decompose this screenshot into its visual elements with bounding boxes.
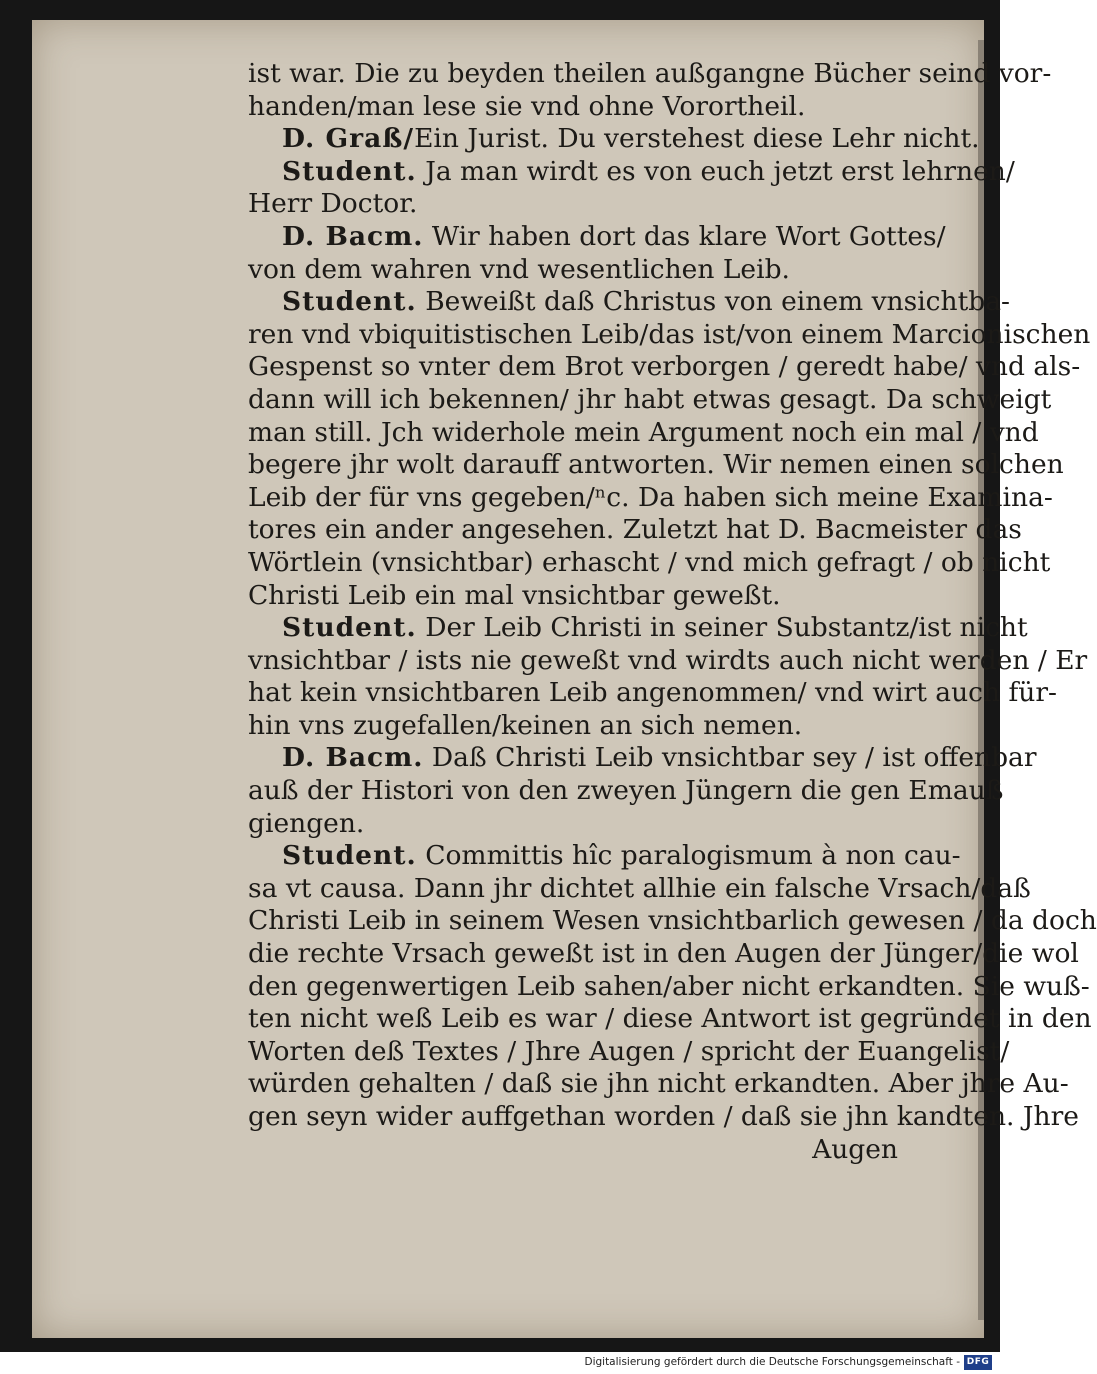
text-line: Wörtlein (vnsichtbar) erhascht / vnd mich gefragt / ob nicht	[248, 546, 1051, 578]
text-line: Christi Leib in seinem Wesen vnsichtbarlich gewesen / da doch	[248, 905, 1097, 937]
text-line: Leib der für vns gegeben/ⁿc. Da haben sich meine Examina-	[248, 481, 1053, 513]
text-line: Worten deß Textes / Jhre Augen / spricht der Euangelist/	[248, 1035, 1010, 1067]
dfg-logo: DFG	[964, 1355, 992, 1370]
text-line: D. Bacm. Wir haben dort das klare Wort Gottes/	[282, 220, 946, 252]
speaker-label: D. Graß/	[282, 123, 415, 155]
text-line: Herr Doctor.	[248, 188, 418, 220]
text-line: Student. Der Leib Christi in seiner Substantz/ist nicht	[282, 612, 1028, 644]
text-line: hin vns zugefallen/keinen an sich nemen.	[248, 709, 803, 741]
text-line: gen seyn wider auffgethan worden / daß sie jhn kandten. Jhre	[248, 1101, 1079, 1132]
text-line: handen/man lese sie vnd ohne Vorortheil.	[248, 90, 806, 122]
text-line: von dem wahren vnd wesentlichen Leib.	[248, 253, 790, 285]
text-line: dann will ich bekennen/ jhr habt etwas gesagt. Da schweigt	[248, 383, 1052, 415]
text-line: hat kein vnsichtbaren Leib angenommen/ vnd wirt auch für-	[248, 677, 1057, 709]
text-line: ren vnd vbiquitistischen Leib/das ist/von einem Marcionischen	[248, 318, 1091, 350]
text-line: begere jhr wolt darauff antworten. Wir nemen einen solchen	[248, 449, 1064, 481]
text-line: giengen.	[248, 807, 365, 839]
speaker-label: D. Bacm.	[282, 742, 424, 774]
text-line: auß der Histori von den zweyen Jüngern die gen Emauß	[248, 775, 1004, 807]
text-line: D. Bacm. Daß Christi Leib vnsichtbar sey / ist offenbar	[282, 742, 1037, 774]
text-line: Student. Ja man wirdt es von euch jetzt erst lehrnen/	[282, 155, 1015, 187]
speaker-label: D. Bacm.	[282, 220, 424, 252]
text-line: ten nicht weß Leib es war / diese Antwort ist gegründet in den	[248, 1003, 1092, 1035]
page-text	[248, 58, 1097, 1166]
text-line: die rechte Vrsach geweßt ist in den Augen der Jünger/die wol	[248, 938, 1079, 970]
footer-bar	[0, 1352, 1000, 1374]
text-line: Gespenst so vnter dem Brot verborgen / geredt habe/ vnd als-	[248, 351, 1081, 383]
speaker-label: Student.	[282, 286, 417, 318]
speaker-label: Student.	[282, 840, 417, 872]
text-line: tores ein ander angesehen. Zuletzt hat D. Bacmeister das	[248, 514, 1022, 546]
text-line: würden gehalten / daß sie jhn nicht erkandten. Aber jhre Au-	[248, 1068, 1069, 1100]
text-line: ist war. Die zu beyden theilen außgangne Bücher seind vor-	[248, 58, 1052, 89]
text-line: Student. Committis hîc paralogismum à non cau-	[282, 840, 961, 872]
text-line: D. Graß/Ein Jurist. Du verstehest diese Lehr nicht.	[282, 123, 980, 155]
catchword: Augen	[812, 1133, 898, 1165]
text-line: sa vt causa. Dann jhr dichtet allhie ein falsche Vrsach/daß	[248, 872, 1031, 904]
text-line: Student. Beweißt daß Christus von einem vnsichtba-	[282, 286, 1010, 318]
speaker-label: Student.	[282, 612, 417, 644]
text-line: vnsichtbar / ists nie geweßt vnd wirdts auch nicht werden / Er	[248, 644, 1088, 676]
text-line: man still. Jch widerhole mein Argument noch ein mal / vnd	[248, 416, 1039, 448]
speaker-label: Student.	[282, 155, 417, 187]
text-line: Christi Leib ein mal vnsichtbar geweßt.	[248, 579, 781, 611]
text-line: den gegenwertigen Leib sahen/aber nicht erkandten. Sie wuß-	[248, 970, 1090, 1002]
funding-credit: Digitalisierung gefördert durch die Deutsche Forschungsgemeinschaft -	[584, 1356, 960, 1368]
